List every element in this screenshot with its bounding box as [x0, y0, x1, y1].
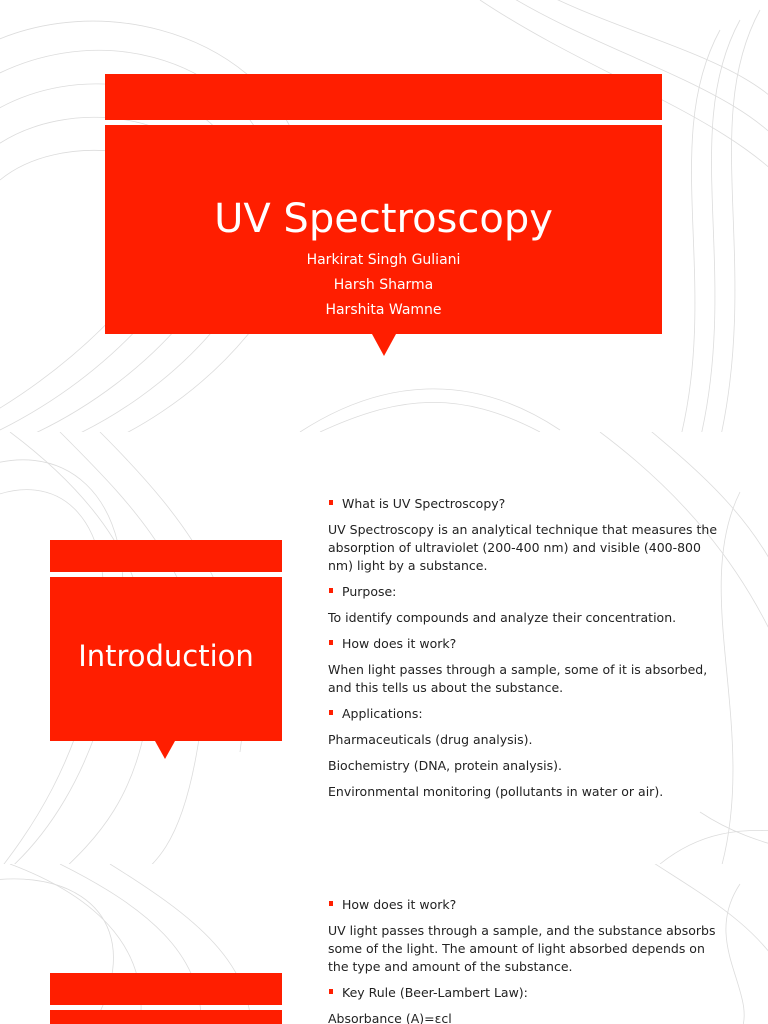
- introduction-slide: [0, 432, 768, 864]
- how-it-works-slide: [0, 864, 768, 1024]
- author-list: [105, 248, 662, 323]
- paragraph: Environmental monitoring (pollutants in water or air).: [328, 784, 664, 799]
- title-slide: [0, 0, 768, 432]
- title-panel-notch: [372, 334, 396, 356]
- section-panel-notch: [155, 741, 175, 759]
- bullet-point: What is UV Spectroscopy?: [328, 495, 723, 513]
- slide-title: UV Spectroscopy: [214, 196, 553, 242]
- paragraph: UV Spectroscopy is an analytical technique that measures the absorption of ultraviolet (200-400 nm) and visible (400-800 nm) light by a substance.: [328, 522, 718, 573]
- section-panel: [50, 1010, 282, 1024]
- paragraph: Absorbance (A)=εcl: [328, 1011, 452, 1024]
- paragraph: Biochemistry (DNA, protein analysis).: [328, 758, 562, 773]
- section-top-bar: [50, 973, 282, 1005]
- bullet-point: How does it work?: [328, 896, 723, 914]
- how-it-works-content: [328, 896, 723, 1024]
- paragraph: When light passes through a sample, some of it is absorbed, and this tells us about the substance.: [328, 662, 708, 695]
- section-heading: Introduction: [78, 639, 254, 673]
- bullet-point: How does it work?: [328, 635, 723, 653]
- title-top-bar: [105, 74, 662, 120]
- section-top-bar: [50, 540, 282, 572]
- author-name: Harshita Wamne: [325, 302, 442, 318]
- author-name: Harsh Sharma: [333, 277, 434, 293]
- paragraph: UV light passes through a sample, and the substance absorbs some of the light. The amount of light absorbed depends on the type and amount of the substance.: [328, 923, 716, 974]
- bullet-point: Purpose:: [328, 583, 723, 601]
- paragraph: To identify compounds and analyze their concentration.: [328, 610, 677, 625]
- bullet-point: Applications:: [328, 705, 723, 723]
- author-name: Harkirat Singh Guliani: [306, 252, 461, 268]
- bullet-point: Key Rule (Beer-Lambert Law):: [328, 984, 723, 1002]
- paragraph: Pharmaceuticals (drug analysis).: [328, 732, 533, 747]
- introduction-content: [328, 495, 723, 809]
